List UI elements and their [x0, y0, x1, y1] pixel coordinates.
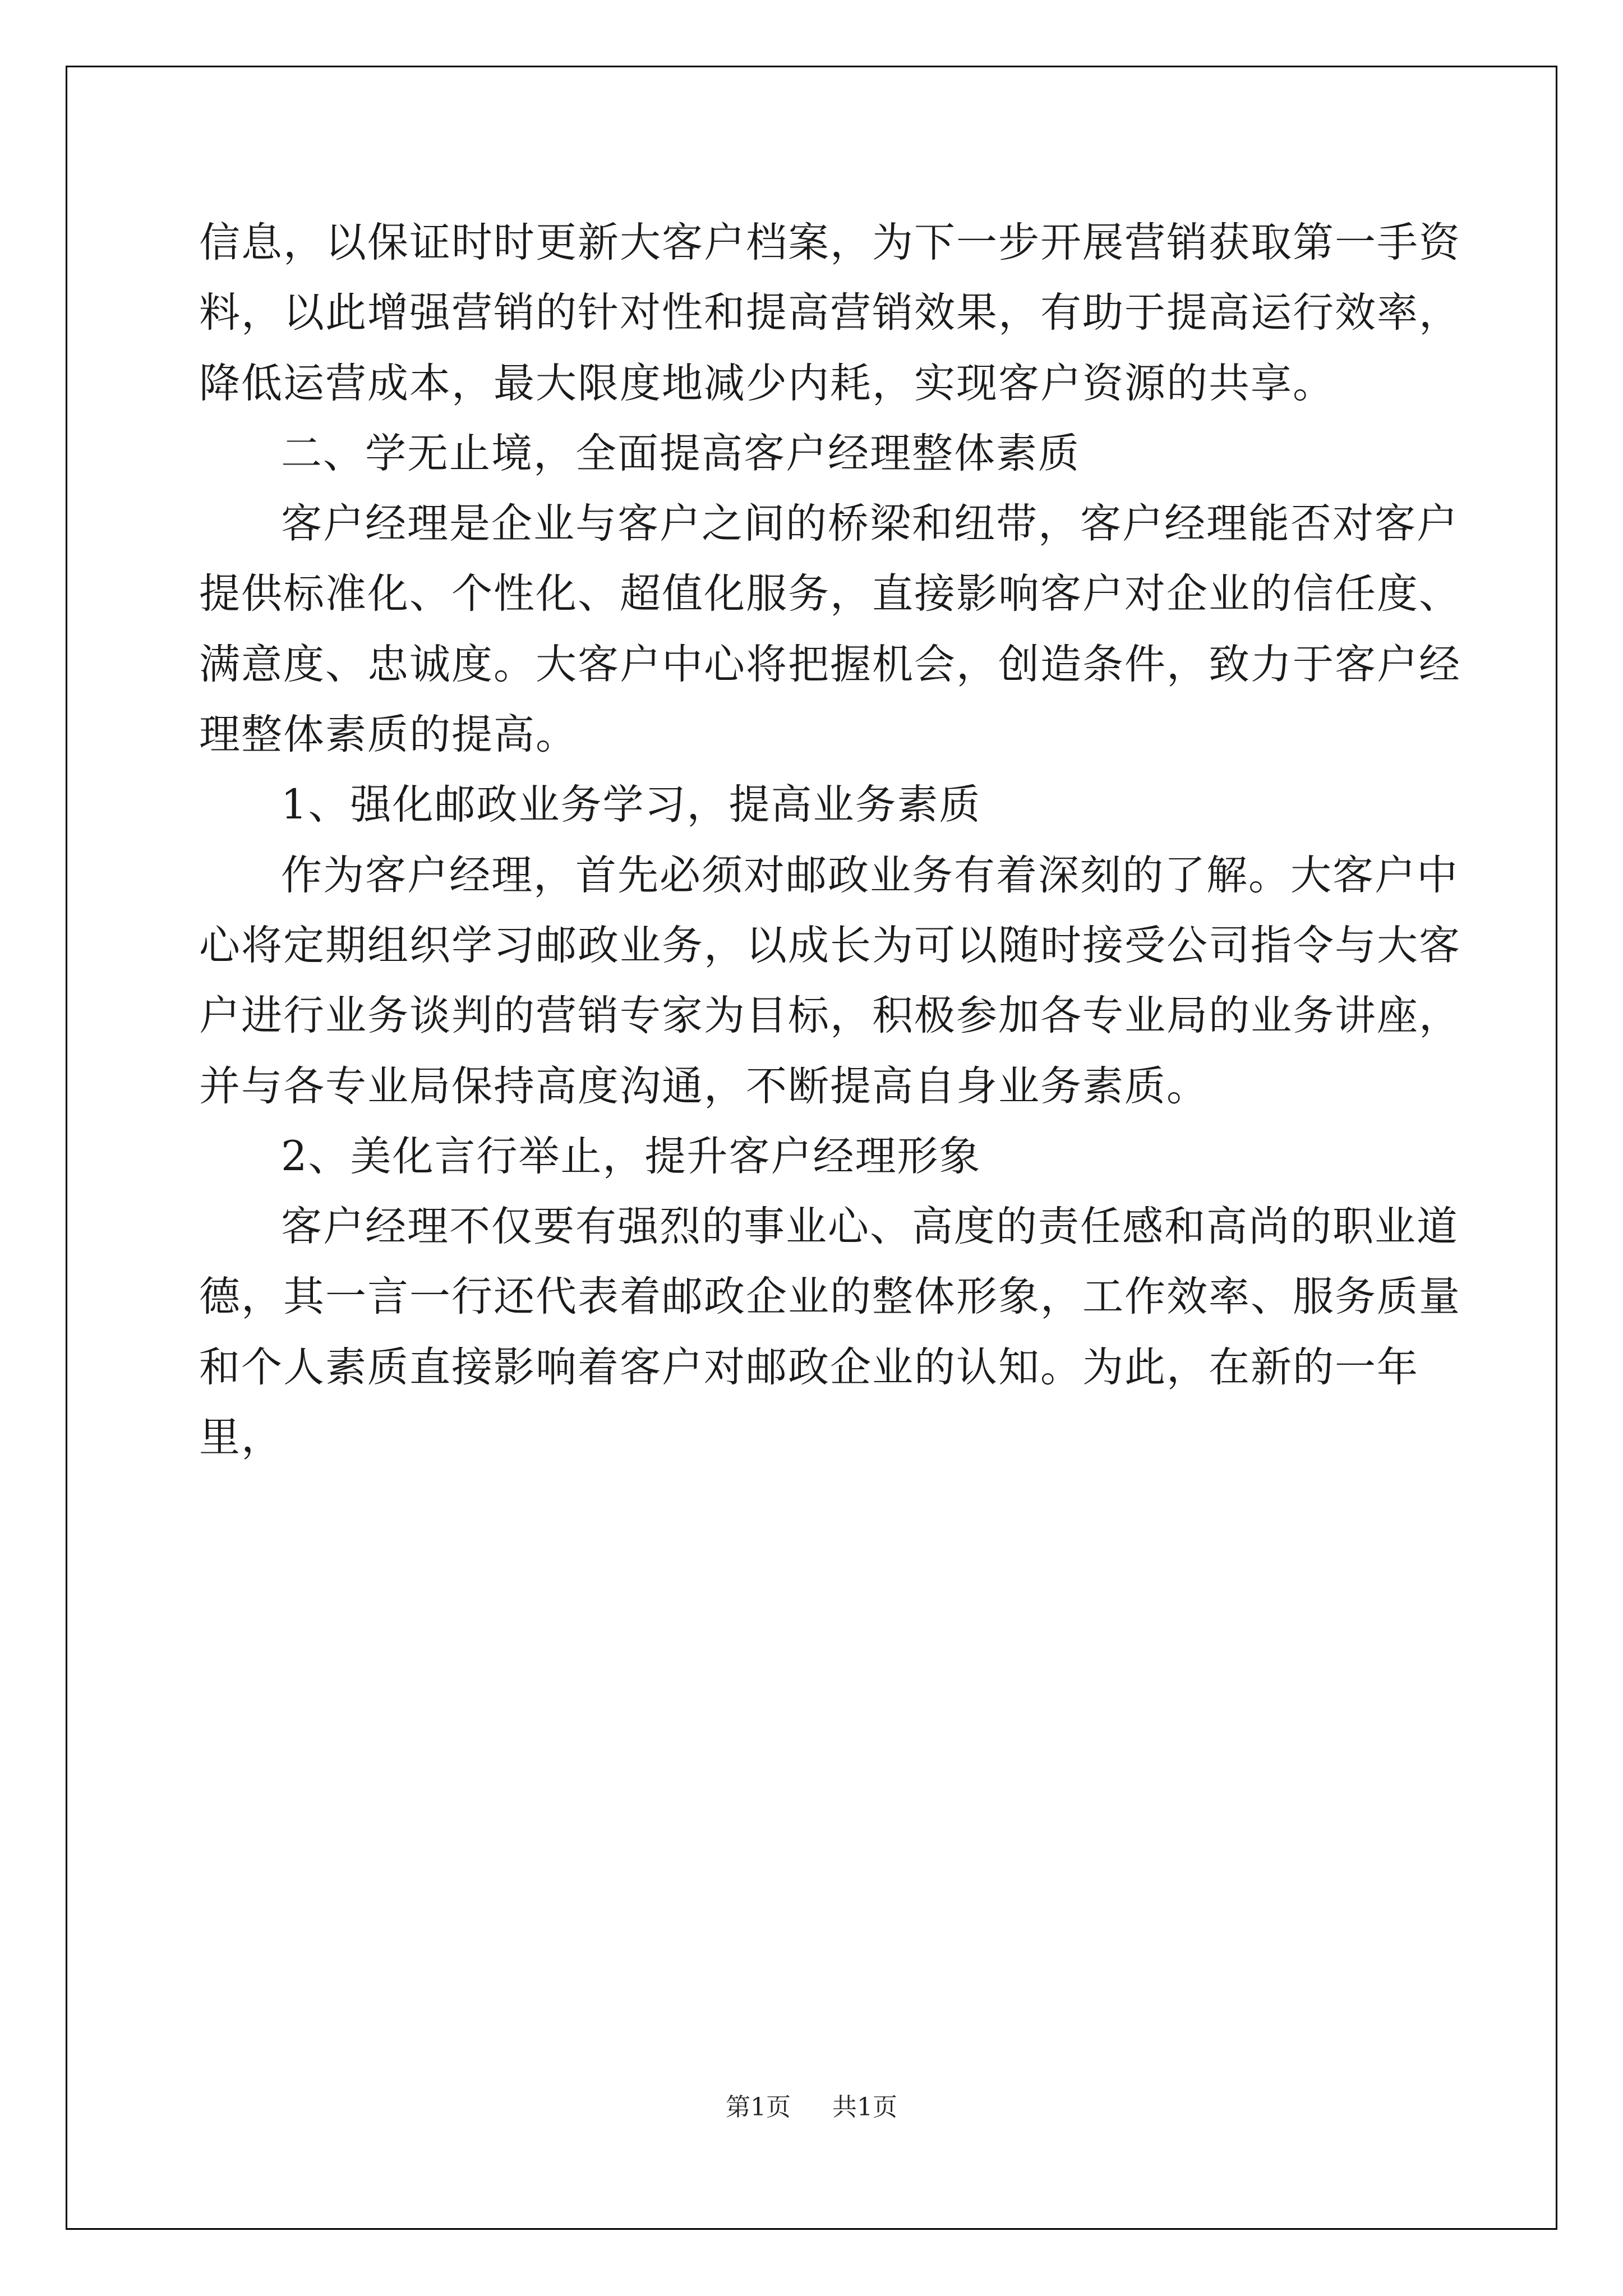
- subheading-2: 2、美化言行举止，提升客户经理形象: [281, 1132, 981, 1180]
- page-total: 共1页: [832, 2093, 897, 2122]
- paragraph-7: 客户经理不仅要有强烈的事业心、高度的责任感和高尚的职业道德，其一言一行还代表着邮政企业的整体形象，工作效率、服务质量和个人素质直接影响着客户对邮政企业的认知。为此，在新的一年里，: [199, 1203, 1461, 1462]
- paragraph-5: 作为客户经理，首先必须对邮政业务有着深刻的了解。大客户中心将定期组织学习邮政业务，以成长为可以随时接受公司指令与大客户进行业务谈判的营销专家为目标，积极参加各专业局的业务讲座，并与各专业局保持高度沟通，不断提高自身业务素质。: [199, 851, 1461, 1110]
- paragraph-1: 信息，以保证时时更新大客户档案，为下一步开展营销获取第一手资料，以此增强营销的针对性和提高营销效果，有助于提高运行效率，降低运营成本，最大限度地减少内耗，实现客户资源的共享。: [199, 219, 1461, 407]
- subheading-1: 1、强化邮政业务学习，提高业务素质: [281, 781, 981, 829]
- page-number: 第1页: [726, 2093, 791, 2122]
- section-heading-2: 二、学无止境，全面提高客户经理整体素质: [281, 429, 1080, 477]
- page-footer: [0, 2087, 1623, 2123]
- paragraph-3: 客户经理是企业与客户之间的桥梁和纽带，客户经理能否对客户提供标准化、个性化、超值化服务，直接影响客户对企业的信任度、满意度、忠诚度。大客户中心将把握机会，创造条件，致力于客户经理整体素质的提高。: [199, 500, 1461, 759]
- document-body: [199, 208, 1461, 1473]
